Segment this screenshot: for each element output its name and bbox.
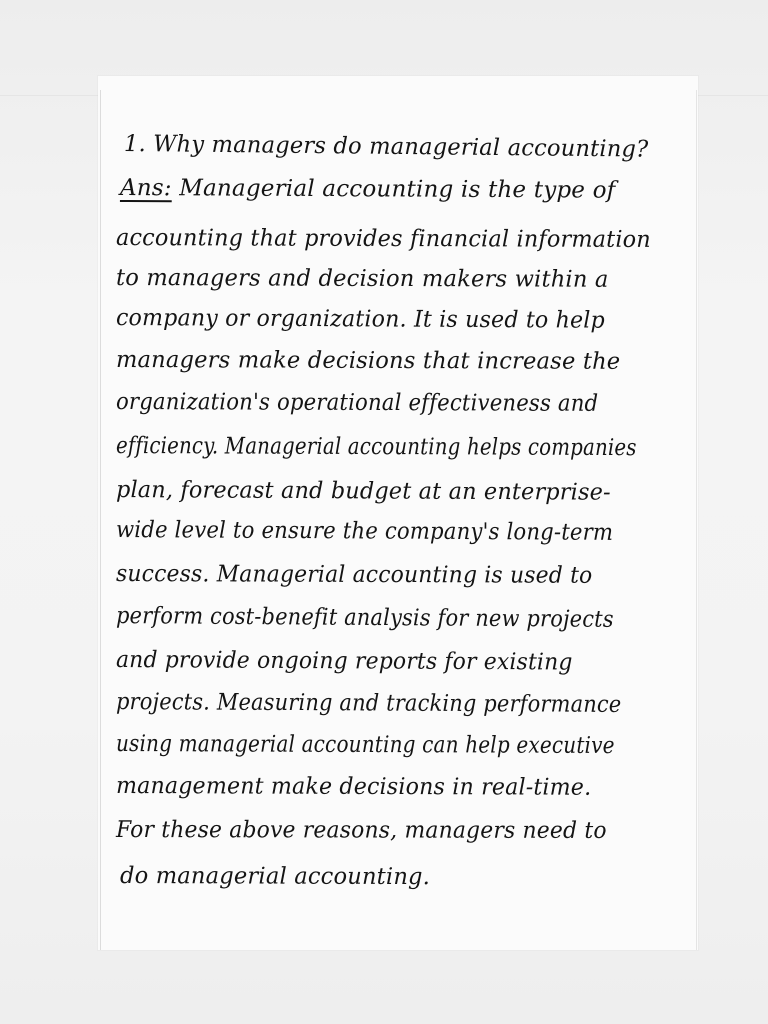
answer-line-14: using managerial accounting can help executive: [115, 731, 615, 760]
left-margin-line: [100, 90, 101, 950]
answer-line-13: projects. Measuring and tracking performance: [115, 689, 622, 718]
answer-line-2: accounting that provides financial information: [115, 225, 651, 253]
answer-line-15: management make decisions in real-time.: [115, 773, 592, 801]
answer-label: Ans:: [119, 175, 172, 202]
question-line: 1. Why managers do managerial accounting?: [123, 131, 649, 163]
answer-line-1-text: Managerial accounting is the type of: [179, 175, 616, 204]
answer-line-7: efficiency. Managerial accounting helps companies: [115, 433, 637, 462]
answer-line-5: managers make decisions that increase the: [115, 347, 621, 375]
answer-line-10: success. Managerial accounting is used to: [115, 561, 593, 589]
answer-line-9: wide level to ensure the company's long-term: [115, 517, 614, 546]
answer-line-17: do managerial accounting.: [119, 863, 431, 891]
answer-line-4: company or organization. It is used to help: [115, 305, 605, 334]
answer-line-11: perform cost-benefit analysis for new projects: [115, 603, 614, 633]
answer-line-6: organization's operational effectiveness and: [115, 389, 599, 417]
answer-line-3: to managers and decision makers within a: [115, 265, 609, 293]
answer-line-16: For these above reasons, managers need to: [115, 817, 607, 844]
answer-line-1: [120, 168, 710, 211]
right-margin-line: [696, 90, 697, 950]
answer-line-8: plan, forecast and budget at an enterprise-: [115, 477, 611, 506]
answer-line-12: and provide ongoing reports for existing: [115, 647, 573, 676]
